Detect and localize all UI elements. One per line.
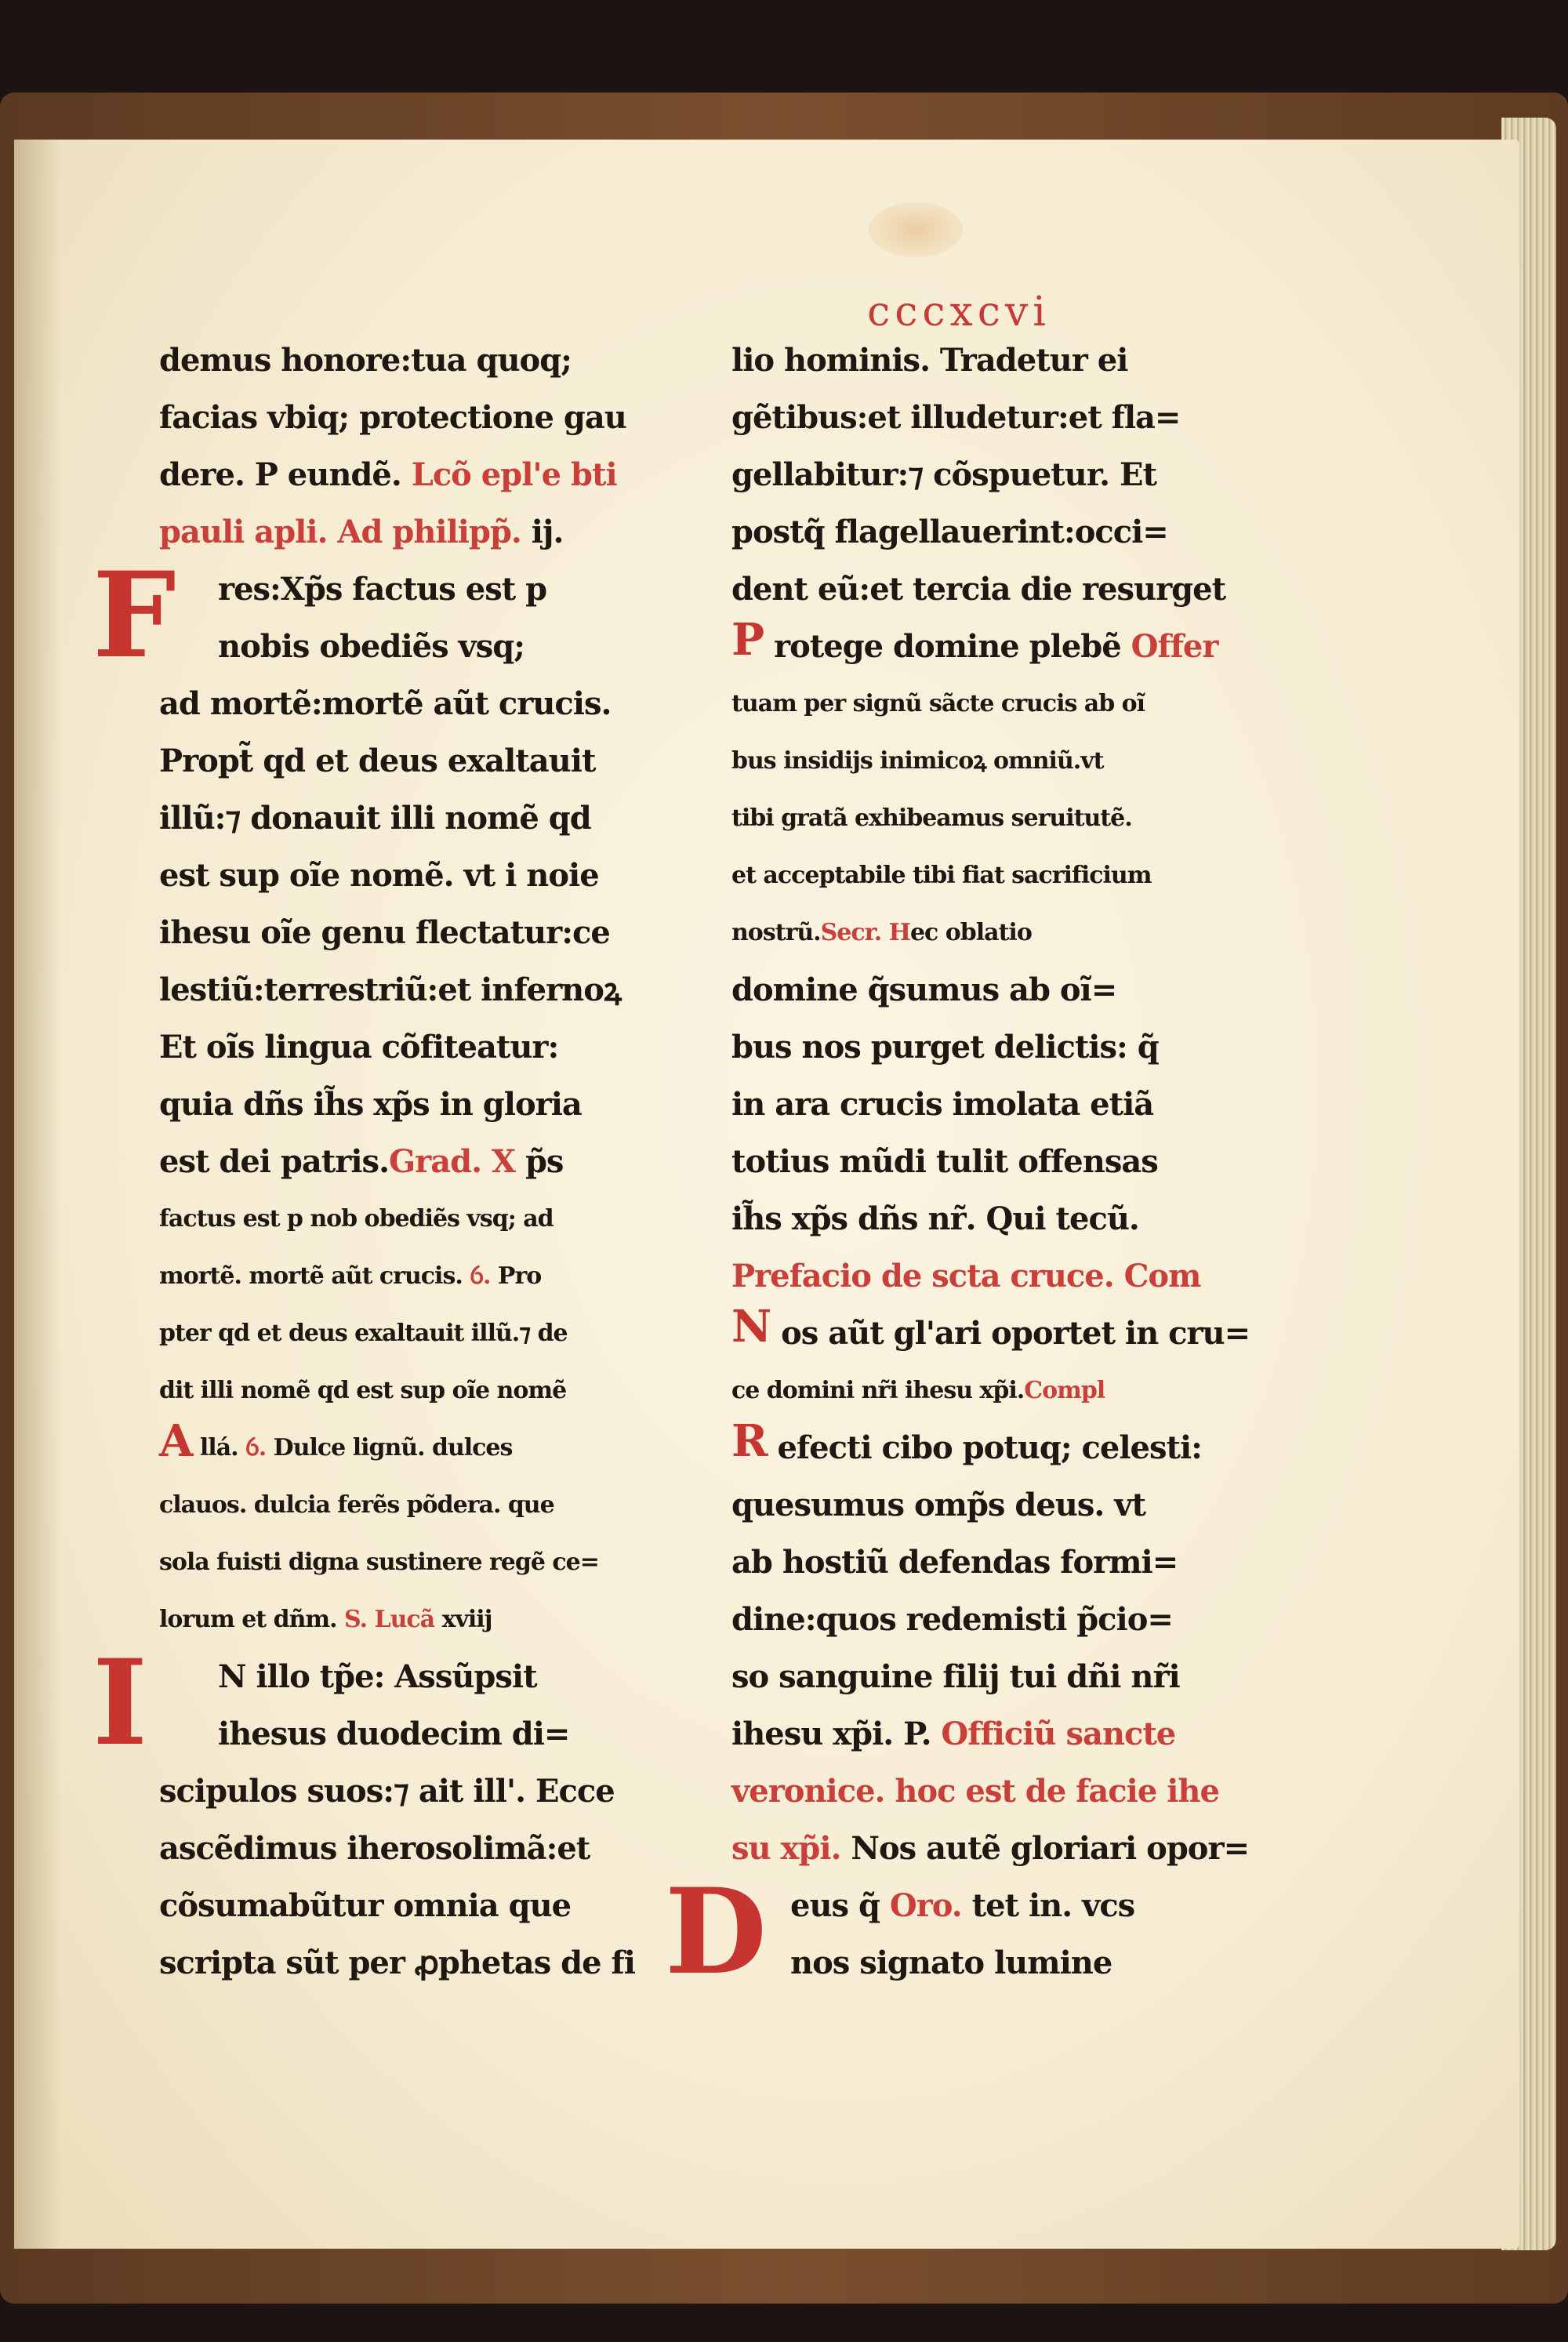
body-text: pter qd et deus exaltauit illũ.⁊ de xyxy=(159,1320,568,1347)
body-text: so sanguine filij tui dñi nr̃i xyxy=(731,1658,1180,1695)
body-text: p̃s xyxy=(515,1143,564,1180)
text-line xyxy=(159,1877,661,1934)
rubric-text: su xp̃i. xyxy=(731,1830,841,1867)
body-text: eus q̃ xyxy=(790,1887,880,1924)
text-line xyxy=(159,1076,661,1133)
body-text: mortẽ. mortẽ aũt crucis. xyxy=(159,1262,463,1290)
text-line xyxy=(159,1190,661,1247)
body-text: domine q̃sumus ab oĩ= xyxy=(731,971,1117,1008)
body-text: ascẽdimus iherosolimã:et xyxy=(159,1830,590,1867)
text-line xyxy=(159,1591,661,1648)
text-line xyxy=(731,1934,1253,1992)
body-text: dent eũ:et tercia die resurget xyxy=(731,571,1226,608)
rubric-initial: A xyxy=(159,1415,193,1467)
text-line xyxy=(731,1190,1253,1247)
body-text: Nos autẽ gloriari opor= xyxy=(840,1830,1250,1867)
body-text: ij. xyxy=(521,514,564,550)
text-line xyxy=(159,389,661,446)
text-line xyxy=(159,1534,661,1591)
text-line xyxy=(159,1018,661,1076)
text-line xyxy=(731,1133,1253,1190)
rubric-text: S. Lucã xyxy=(336,1606,435,1633)
text-line xyxy=(731,1362,1253,1419)
drop-cap-initial: F xyxy=(93,546,176,684)
body-text: totius mũdi tulit offensas xyxy=(731,1143,1158,1180)
text-line xyxy=(159,1820,661,1877)
body-text: facias vbiq; protectione gau xyxy=(159,399,626,436)
body-text: nostrũ. xyxy=(731,919,821,946)
left-column xyxy=(93,332,661,1992)
rubric-text: Offer xyxy=(1120,628,1218,665)
text-line xyxy=(731,732,1253,790)
body-text: sola fuisti digna sustinere regẽ ce= xyxy=(159,1549,599,1576)
body-text: illũ:⁊ donauit illi nomẽ qd xyxy=(159,800,591,837)
body-text: clauos. dulcia ferẽs põdera. que xyxy=(159,1491,554,1519)
body-text: dine:quos redemisti p̃cio= xyxy=(731,1601,1173,1638)
body-text: factus est p nob obediẽs vsq; ad xyxy=(159,1205,554,1233)
rubric-initial: N xyxy=(731,1301,771,1353)
body-text: ab hostiũ defendas formi= xyxy=(731,1544,1178,1581)
body-text: os aũt gl'ari oportet in cru= xyxy=(771,1315,1250,1352)
right-column xyxy=(665,332,1253,2001)
rubric-text: Secr. H xyxy=(820,919,910,946)
text-line xyxy=(731,1247,1253,1305)
body-text: Pro xyxy=(490,1262,542,1290)
text-line xyxy=(731,1648,1253,1705)
rubric-text: Grad. X xyxy=(389,1143,516,1180)
body-text: ce domini nr̃i ihesu xp̃i. xyxy=(731,1377,1025,1404)
text-line xyxy=(731,1476,1253,1534)
text-line xyxy=(731,332,1253,389)
text-line xyxy=(731,1534,1253,1591)
page-stain xyxy=(869,202,963,257)
body-text: tibi gratã exhibeamus seruitutẽ. xyxy=(731,804,1132,832)
text-line xyxy=(731,904,1253,961)
rubric-text: Lcõ epl'e bti xyxy=(401,456,617,493)
text-line xyxy=(731,389,1253,446)
body-text: demus honore:tua quoq; xyxy=(159,342,572,379)
text-line xyxy=(731,790,1253,847)
text-line xyxy=(731,1591,1253,1648)
text-line xyxy=(731,1415,1253,1476)
rubric-text: Officiũ sancte xyxy=(931,1716,1176,1752)
text-line xyxy=(159,1705,661,1763)
body-text: lorum et dñm. xyxy=(159,1606,337,1633)
text-line xyxy=(159,732,661,790)
body-text: in ara crucis imolata etiã xyxy=(731,1086,1154,1123)
body-text: lestiũ:terrestriũ:et infernoꝝ xyxy=(159,971,622,1008)
body-text: ih̃s xp̃s dñs nr̃. Qui tecũ. xyxy=(731,1200,1139,1237)
text-line xyxy=(731,503,1253,561)
text-line xyxy=(159,1305,661,1362)
body-text: nos signato lumine xyxy=(790,1944,1112,1981)
body-text: ihesus duodecim di= xyxy=(218,1716,570,1752)
body-text: cõsumabũtur omnia que xyxy=(159,1887,572,1924)
rubric-text: ỽ. xyxy=(462,1262,491,1290)
drop-cap-initial: D xyxy=(665,1863,768,2001)
text-line xyxy=(731,446,1253,503)
body-text: tuam per signũ sãcte crucis ab oĩ xyxy=(731,690,1145,717)
body-text: rotege domine plebẽ xyxy=(764,628,1121,665)
body-text: gẽtibus:et illudetur:et fla= xyxy=(731,399,1181,436)
text-line xyxy=(159,1362,661,1419)
rubric-text: Oro. xyxy=(879,1887,962,1924)
body-text: dit illi nomẽ qd est sup oĩe nomẽ xyxy=(159,1377,567,1404)
body-text: llá. xyxy=(192,1434,238,1461)
body-text: Dulce lignũ. dulces xyxy=(266,1434,513,1461)
text-line xyxy=(159,961,661,1018)
text-line xyxy=(731,1018,1253,1076)
text-line xyxy=(159,1133,661,1190)
text-line xyxy=(159,790,661,847)
body-text: lio hominis. Tradetur ei xyxy=(731,342,1128,379)
text-line xyxy=(731,961,1253,1018)
body-text: ec oblatio xyxy=(909,919,1032,946)
text-line xyxy=(731,1820,1253,1877)
body-text: gellabitur:⁊ cõspuetur. Et xyxy=(731,456,1156,493)
body-text: scripta sũt per ꝓphetas de fi xyxy=(159,1944,635,1981)
text-line xyxy=(159,1476,661,1534)
text-line xyxy=(731,1301,1253,1362)
text-line xyxy=(159,1763,661,1820)
body-text: ad mortẽ:mortẽ aũt crucis. xyxy=(159,685,612,722)
text-line xyxy=(159,1648,661,1705)
body-text: Propt̃ qd et deus exaltauit xyxy=(159,743,596,779)
text-line xyxy=(159,847,661,904)
text-line xyxy=(159,446,661,503)
text-line xyxy=(731,1877,1253,1934)
book-page xyxy=(14,140,1519,2249)
text-line xyxy=(159,1934,661,1992)
body-text: N illo tp̃e: Assũpsit xyxy=(218,1658,537,1695)
body-text: est dei patris. xyxy=(159,1143,389,1180)
text-line xyxy=(731,561,1253,618)
body-text: et acceptabile tibi fiat sacrificium xyxy=(731,862,1152,889)
body-text: est sup oĩe nomẽ. vt i noie xyxy=(159,857,599,894)
rubric-initial: P xyxy=(731,614,764,666)
text-line xyxy=(731,675,1253,732)
body-text: quia dñs ih̃s xp̃s in gloria xyxy=(159,1086,582,1123)
text-line xyxy=(159,904,661,961)
text-line xyxy=(731,1763,1253,1820)
body-text: bus insidijs inimicoꝝ omniũ.vt xyxy=(731,747,1104,775)
body-text: scipulos suos:⁊ ait ill'. Ecce xyxy=(159,1773,615,1810)
rubric-initial: R xyxy=(731,1415,768,1467)
rubric-text: Prefacio de scta cruce. Com xyxy=(731,1258,1201,1294)
body-text: bus nos purget delictis: q̃ xyxy=(731,1029,1159,1066)
text-line xyxy=(731,1705,1253,1763)
body-text: res:Xp̃s factus est p xyxy=(218,571,547,608)
folio-number: cccxcvi xyxy=(867,289,1051,336)
text-line xyxy=(159,503,661,561)
body-text: efecti cibo potuq; celesti: xyxy=(767,1429,1202,1466)
body-text: postq̃ flagellauerint:occi= xyxy=(731,514,1168,550)
rubric-text: Compl xyxy=(1024,1377,1105,1404)
text-line xyxy=(159,332,661,389)
drop-cap-initial: I xyxy=(93,1634,148,1772)
text-line xyxy=(159,618,661,675)
body-text: tet in. vcs xyxy=(961,1887,1135,1924)
rubric-text: veronice. hoc est de facie ihe xyxy=(731,1773,1219,1810)
text-line xyxy=(731,614,1253,675)
body-text: xviij xyxy=(434,1606,492,1633)
text-line xyxy=(731,847,1253,904)
body-text: ihesu oĩe genu flectatur:ce xyxy=(159,914,610,951)
rubric-text: pauli apli. Ad philipp̃. xyxy=(159,514,521,550)
text-line xyxy=(731,1076,1253,1133)
page-gutter xyxy=(14,140,61,2249)
text-line xyxy=(159,1247,661,1305)
body-text: dere. P eundẽ. xyxy=(159,456,401,493)
text-line xyxy=(159,675,661,732)
text-line xyxy=(159,561,661,618)
text-line xyxy=(159,1415,661,1476)
rubric-text: ỽ. xyxy=(238,1434,267,1461)
body-text: nobis obediẽs vsq; xyxy=(218,628,525,665)
body-text: ihesu xp̃i. P. xyxy=(731,1716,931,1752)
body-text: quesumus omp̃s deus. vt xyxy=(731,1487,1145,1523)
body-text: Et oĩs lingua cõfiteatur: xyxy=(159,1029,559,1066)
